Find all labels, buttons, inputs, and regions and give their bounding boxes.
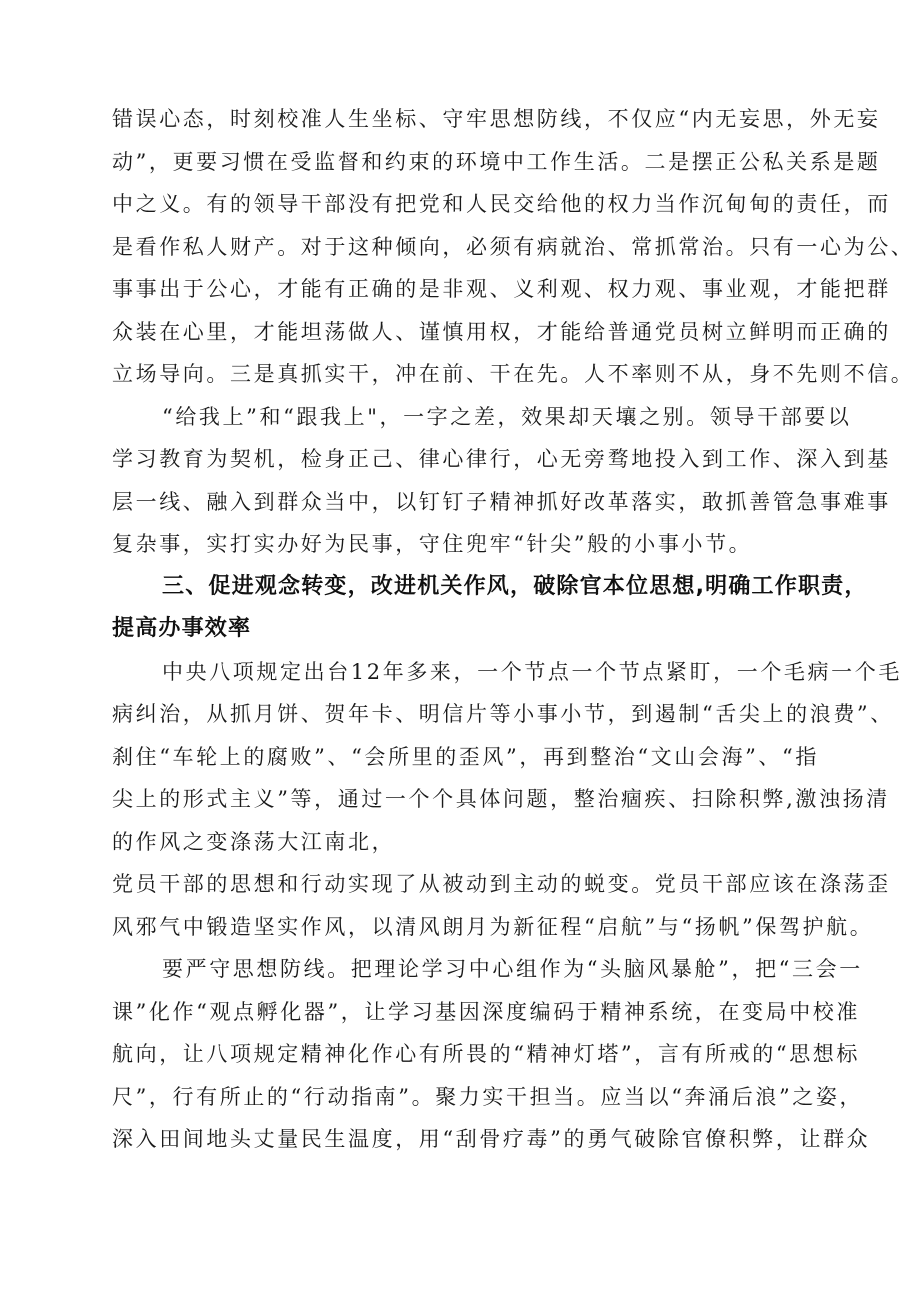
text-line: 动”，更要习惯在受监督和约束的环境中工作生活。二是摆正公私关系是题 [112,149,881,174]
text-line: 中之义。有的领导干部没有把党和人民交给他的权力当作沉甸甸的责任，而 [112,192,891,216]
text-line: 航向，让八项规定精神化作心有所畏的“精神灯塔”，言有所戒的“思想标 [112,1042,861,1066]
document-body [112,98,915,1161]
paragraph [112,863,891,948]
text-line: 要严守思想防线。把理论学习中心组作为“头脑风暴舱”，把“三会一 [162,957,863,981]
text-line: 尺”，行有所止的“行动指南”。聚力实干担当。应当以“奔涌后浪”之姿， [112,1084,864,1109]
heading-line: 提高办事效率 [112,616,252,641]
text-line: 中央八项规定出台12年多来，一个节点一个节点紧盯，一个毛病一个毛 [162,659,902,684]
text-line: 立场导向。三是真抓实干，冲在前、干在先。人不率则不从，身不先则不信。 [112,362,915,386]
text-line: 层一线、融入到群众当中，以钉钉子精神抓好改革落实，敢抓善管急事难事 [112,489,891,514]
section-heading [112,566,868,651]
text-line: 风邪气中锻造坚实作风，以清风朗月为新征程“启航”与“扬帆”保驾护航。 [112,914,874,939]
text-line: 党员干部的思想和行动实现了从被动到主动的蜕变。党员干部应该在涤荡歪 [112,872,891,896]
text-line: “给我上”和“跟我上"，一字之差，效果却天壤之别。领导干部要以 [162,404,852,429]
text-line: 尖上的形式主义”等，通过一个个具体问题，整治痼疾、扫除积弊,激浊扬清 [112,787,890,811]
heading-line: 三、促进观念转变，改进机关作风，破除官本位思想,明确工作职责， [162,573,868,599]
text-line: 的作风之变涤荡大江南北， [112,829,396,854]
text-line: 错误心态，时刻校准人生坐标、守牢思想防线，不仅应“内无妄思，外无妄 [112,107,881,131]
text-line: 刹住“车轮上的腐败”、“会所里的歪风”，再到整治“文山会海”、“指 [112,744,819,769]
text-line: 是看作私人财产。对于这种倾向，必须有病就治、常抓常治。只有一心为公、 [112,234,915,259]
text-line: 众装在心里，才能坦荡做人、谨慎用权，才能给普通党员树立鲜明而正确的 [112,319,891,344]
paragraph [112,396,891,566]
text-line: 课”化作“观点孵化器”，让学习基因深度编码于精神系统，在变局中校准 [112,999,861,1024]
text-line: 学习教育为契机，检身正己、律心律行，心无旁骛地投入到工作、深入到基 [112,447,891,471]
paragraph [112,98,915,396]
paragraph [112,948,871,1161]
text-line: 复杂事，实打实办好为民事，守住兜牢“针尖”般的小事小节。 [112,532,753,556]
paragraph [112,651,902,864]
text-line: 深入田间地头丈量民生温度，用“刮骨疗毒”的勇气破除官僚积弊，让群众 [112,1127,871,1151]
text-line: 事事出于公心，才能有正确的是非观、义利观、权力观、事业观，才能把群 [112,277,891,301]
text-line: 病纠治，从抓月饼、贺年卡、明信片等小事小节，到遏制“舌尖上的浪费”、 [112,702,894,726]
